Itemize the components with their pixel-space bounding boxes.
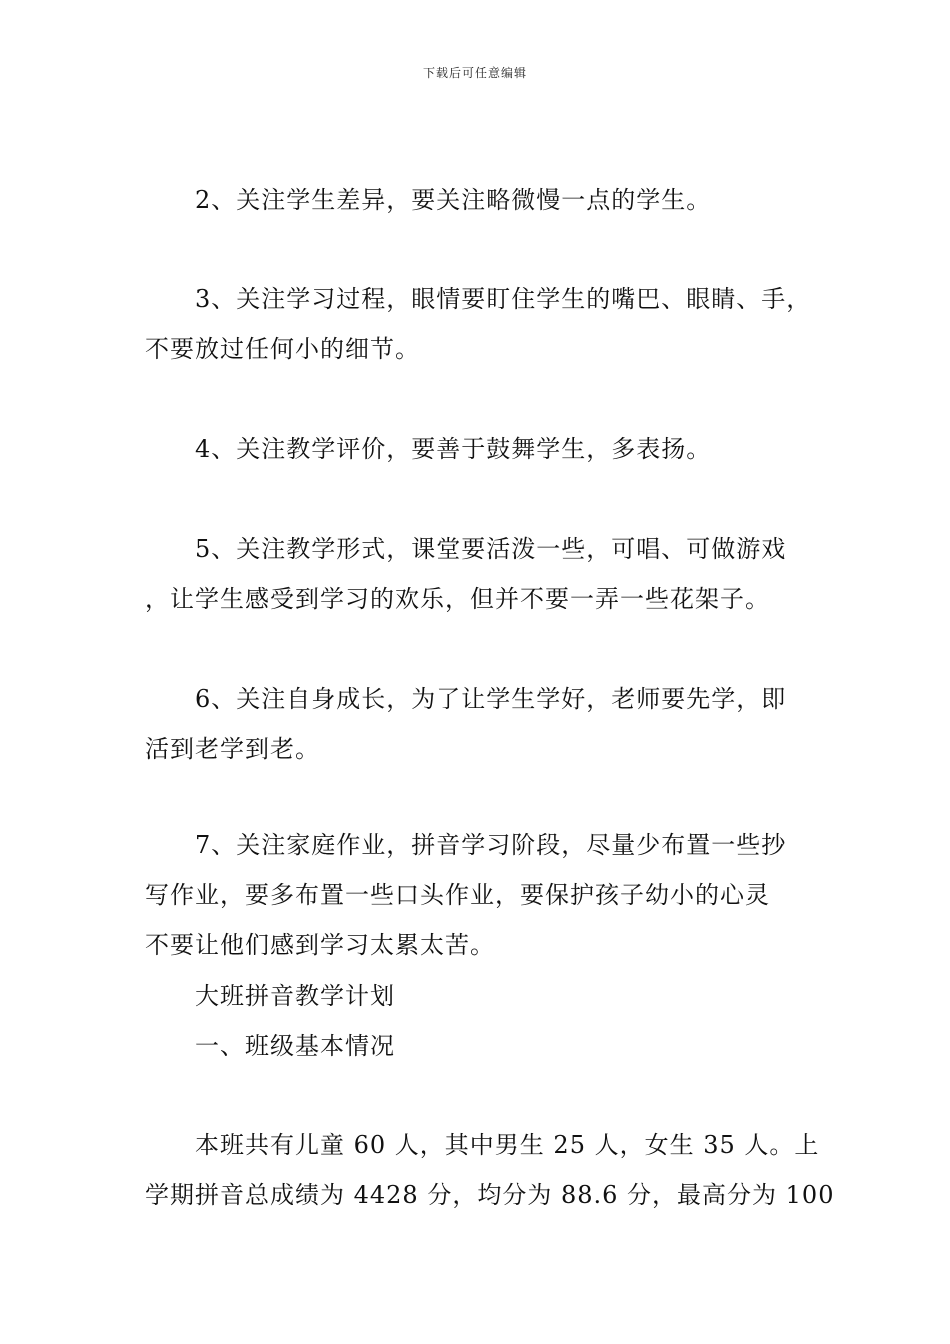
paragraph-line: 活到老学到老。 xyxy=(145,735,320,763)
paragraph-line: ，让学生感受到学习的欢乐，但并不要一弄一些花架子。 xyxy=(145,585,770,613)
section-heading: 一、班级基本情况 xyxy=(195,1032,395,1060)
header-note: 下载后可任意编辑 xyxy=(422,66,527,80)
paragraph-line: 4、关注教学评价，要善于鼓舞学生，多表扬。 xyxy=(195,435,712,463)
paragraph-line: 学期拼音总成绩为 4428 分，均分为 88.6 分，最高分为 100 xyxy=(145,1181,835,1209)
paragraph-line: 不要放过任何小的细节。 xyxy=(145,335,420,363)
paragraph-line: 3、关注学习过程，眼情要盯住学生的嘴巴、眼睛、手， xyxy=(195,285,812,313)
paragraph-line: 本班共有儿童 60 人，其中男生 25 人，女生 35 人。上 xyxy=(195,1131,820,1159)
section-title: 大班拼音教学计划 xyxy=(195,982,395,1010)
paragraph-line: 6、关注自身成长，为了让学生学好，老师要先学，即 xyxy=(195,685,787,713)
paragraph-line: 5、关注教学形式，课堂要活泼一些，可唱、可做游戏 xyxy=(195,535,787,563)
paragraph-line: 写作业，要多布置一些口头作业，要保护孩子幼小的心灵 xyxy=(145,881,770,909)
paragraph-line: 2、关注学生差异，要关注略微慢一点的学生。 xyxy=(195,186,712,214)
paragraph-line: 7、关注家庭作业，拼音学习阶段，尽量少布置一些抄 xyxy=(195,831,787,859)
paragraph-line: 不要让他们感到学习太累太苦。 xyxy=(145,931,495,959)
